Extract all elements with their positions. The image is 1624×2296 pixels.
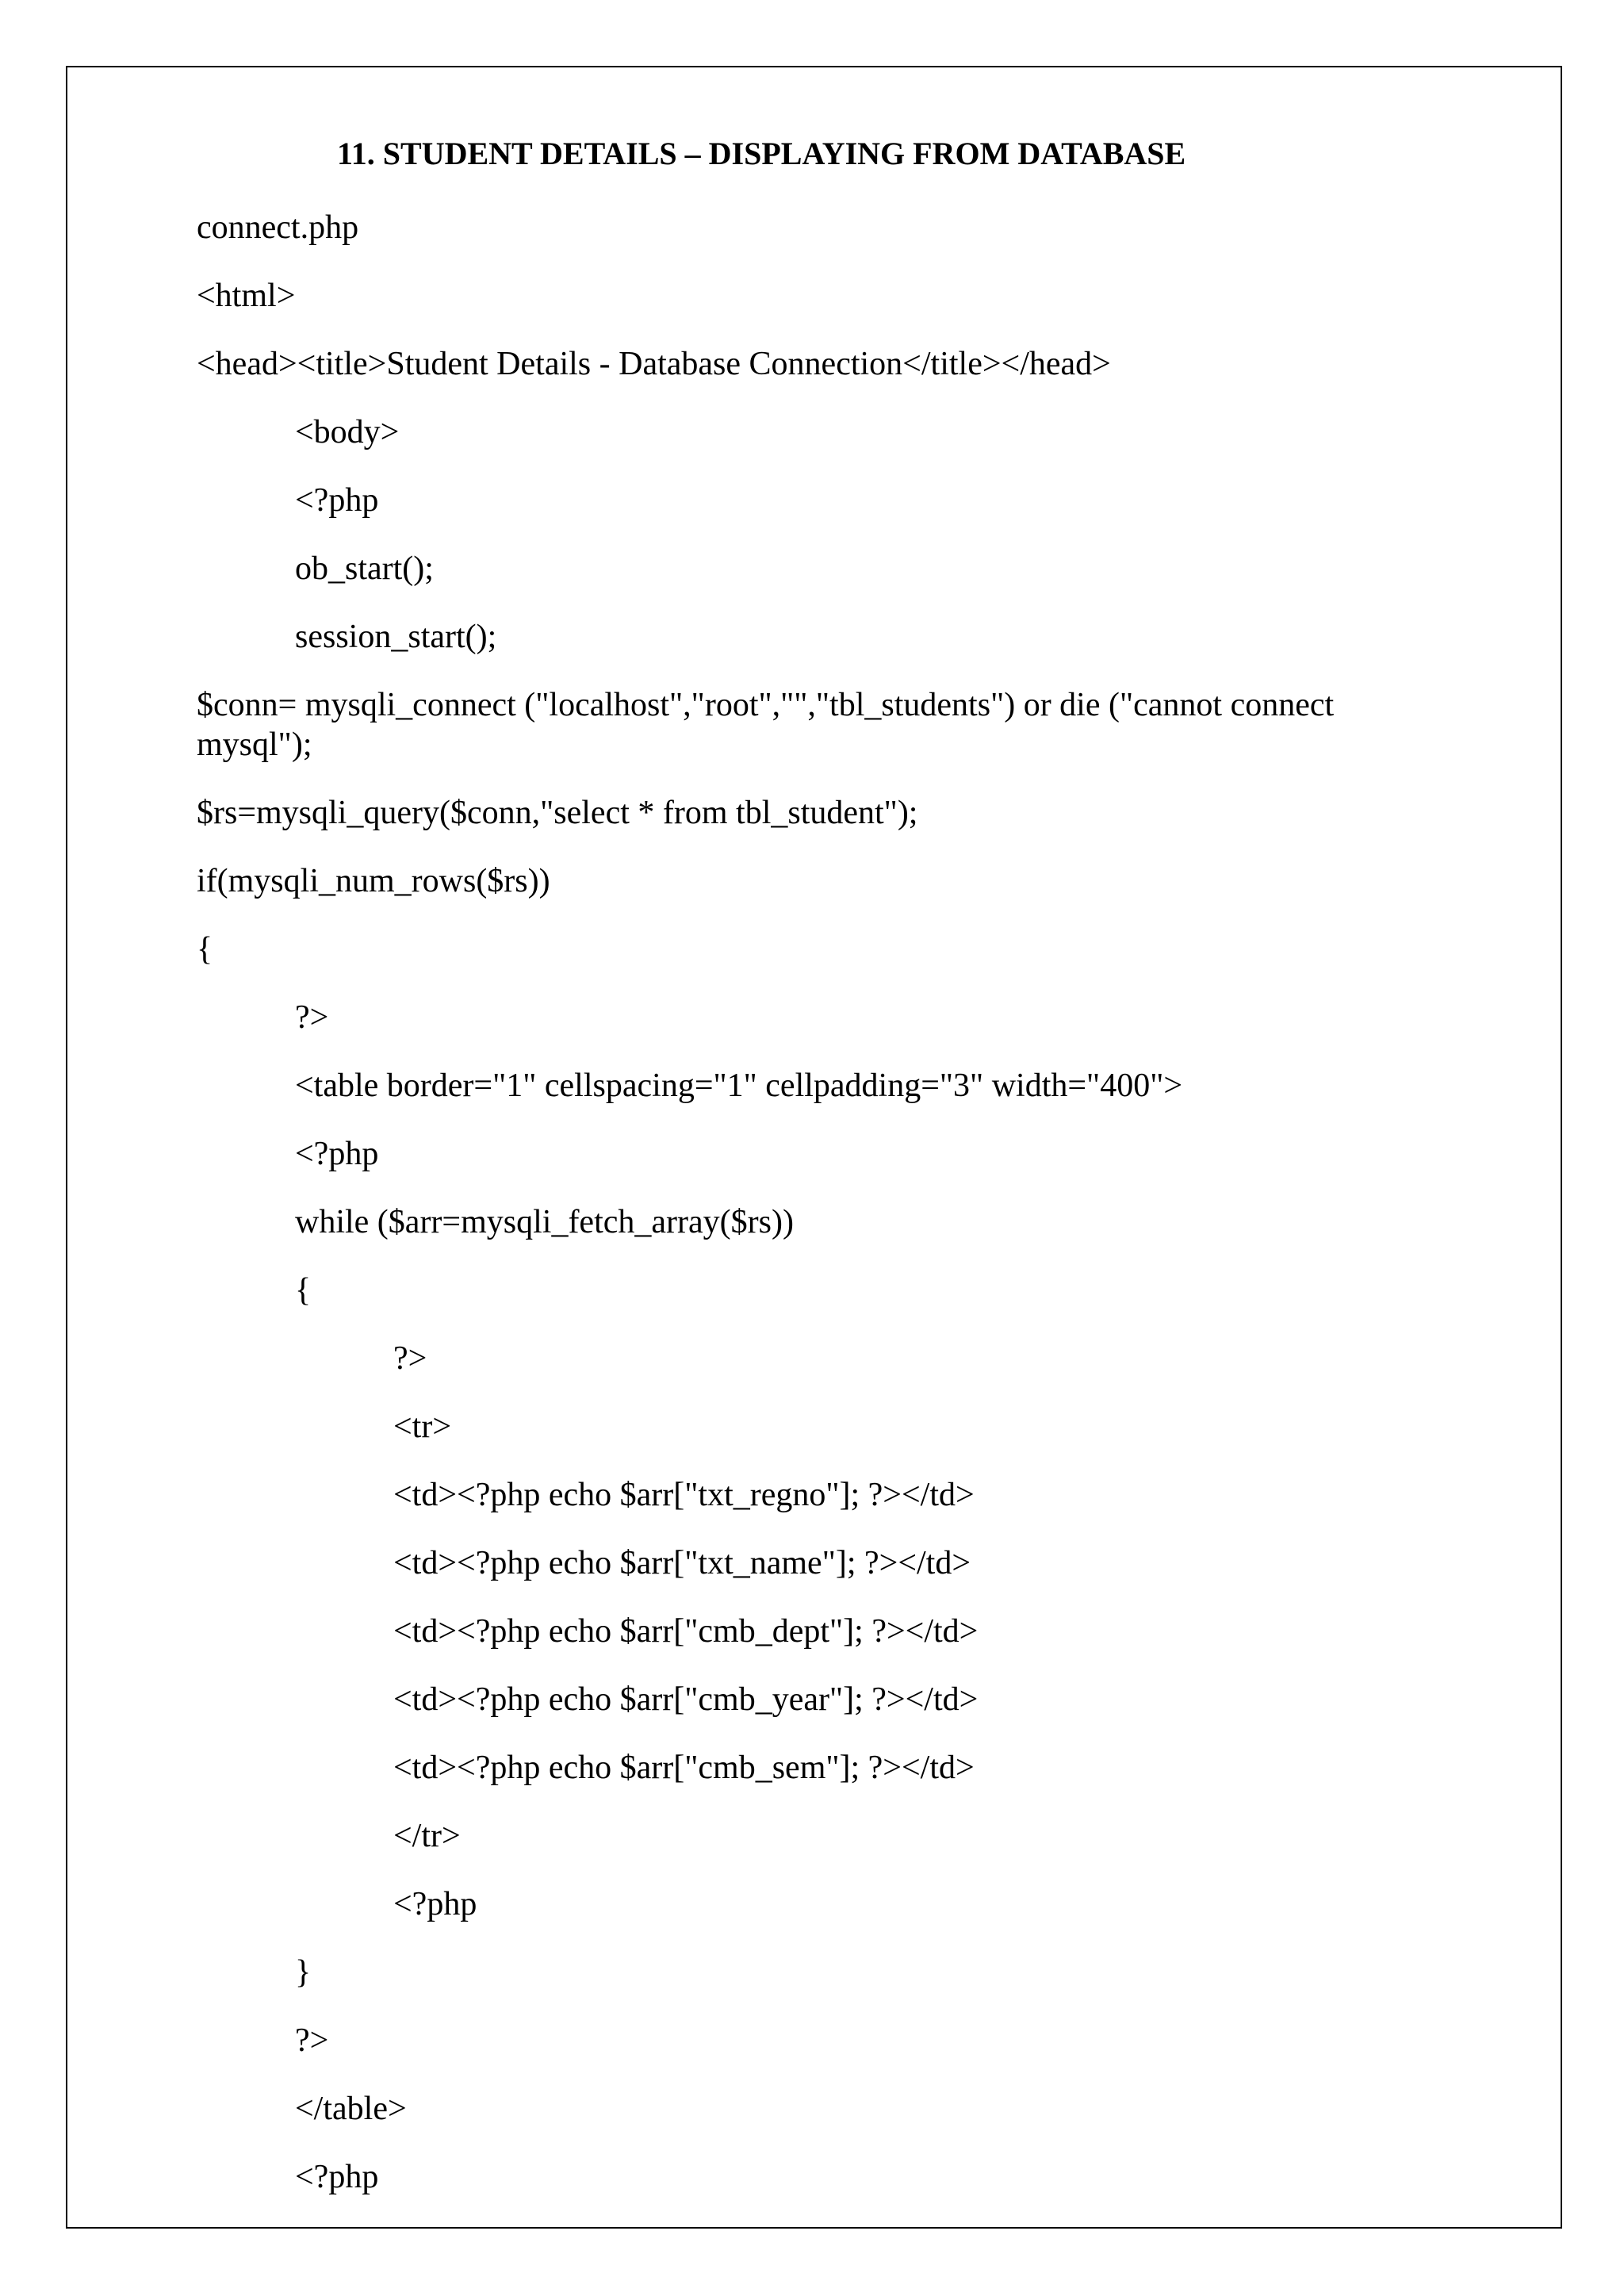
code-line: <head><title>Student Details - Database Connection</title></head> [197,346,1111,382]
code-line: <?php [393,1886,477,1922]
code-line: <tr> [393,1409,452,1445]
code-line: <table border="1" cellspacing="1" cellpadding="3" width="400"> [295,1068,1183,1104]
code-line: <td><?php echo $arr["txt_name"]; ?></td> [393,1545,971,1581]
code-line: <td><?php echo $arr["txt_regno"]; ?></td> [393,1477,975,1513]
code-line: <td><?php echo $arr["cmb_dept"]; ?></td> [393,1613,979,1650]
code-line: <?php [295,1136,379,1172]
file-name: connect.php [197,209,359,246]
code-line: ?> [393,1340,427,1377]
code-line: </table> [295,2091,407,2127]
code-line: <?php [295,482,379,519]
code-line: $conn= mysqli_connect ("localhost","root","","tbl_students") or die ("cannot connect mysql"); [197,687,1335,763]
code-line: session_start(); [295,619,497,655]
code-line: ?> [295,2022,329,2059]
code-line: <td><?php echo $arr["cmb_sem"]; ?></td> [393,1750,975,1786]
code-line: </tr> [393,1818,461,1854]
code-line: ?> [295,999,329,1036]
code-line: } [295,1954,312,1991]
code-line: <body> [295,414,400,450]
document-title: 11. STUDENT DETAILS – DISPLAYING FROM DATABASE [337,136,1186,171]
code-line: <td><?php echo $arr["cmb_year"]; ?></td> [393,1681,979,1718]
code-line: <html> [197,278,296,314]
code-line: $rs=mysqli_query($conn,"select * from tbl_student"); [197,795,918,831]
code-line: if(mysqli_num_rows($rs)) [197,863,550,899]
page-border [66,66,1562,2229]
code-line: { [295,1272,312,1309]
code-line: while ($arr=mysqli_fetch_array($rs)) [295,1204,794,1240]
code-line: <?php [295,2159,379,2195]
code-line: { [197,931,213,968]
code-line: ob_start(); [295,550,434,587]
